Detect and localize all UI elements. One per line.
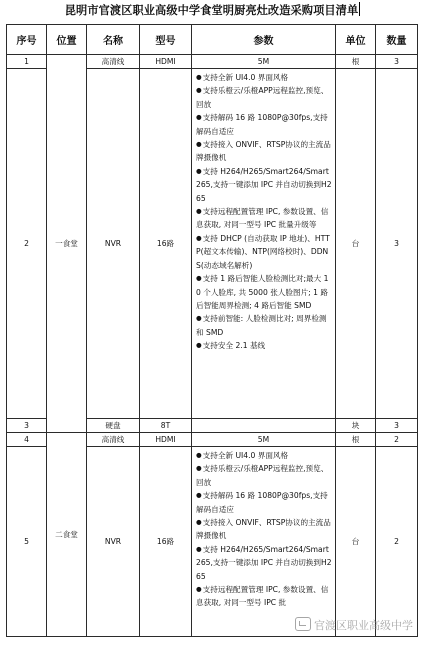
param-item: ● 支持远程配置管理 IPC, 参数设置、信息获取, 对同一型号 IPC 批 xyxy=(196,583,332,610)
cell-qty: 3 xyxy=(376,419,418,433)
watermark-text: 官渡区职业高级中学 xyxy=(314,619,413,632)
table-row xyxy=(7,55,418,69)
cell-param: 5M xyxy=(192,433,336,447)
header-model: 型号 xyxy=(140,25,192,55)
param-item: ● 支持接入 ONVIF、RTSP协议的主流品牌摄像机 xyxy=(196,138,332,165)
cell-unit: 块 xyxy=(336,419,376,433)
param-item: ● 支持远程配置管理 IPC, 参数设置、信息获取, 对同一型号 IPC 批量升级等 xyxy=(196,205,332,232)
header-location: 位置 xyxy=(47,25,87,55)
title-text: 昆明市官渡区职业高级中学食堂明厨亮灶改造采购项目清单 xyxy=(64,4,359,17)
param-item: ● 支持全新 UI4.0 界面风格 xyxy=(196,71,332,84)
param-item: ● 支持 H264/H265/Smart264/Smart265,支持一键添加 IPC 并自动切换到H265 xyxy=(196,543,332,583)
param-item: ● 支持解码 16 路 1080P@30fps,支持解码自适应 xyxy=(196,489,332,516)
cell-unit: 根 xyxy=(336,55,376,69)
text-cursor xyxy=(359,2,360,16)
header-params: 参数 xyxy=(192,25,336,55)
cell-seq: 4 xyxy=(7,433,47,447)
header-seq: 序号 xyxy=(7,25,47,55)
cell-seq: 5 xyxy=(7,447,47,637)
cell-seq: 1 xyxy=(7,55,47,69)
cell-model: 16路 xyxy=(140,447,192,637)
page-title xyxy=(0,1,425,21)
cell-name: 高清线 xyxy=(87,55,140,69)
cell-qty: 3 xyxy=(376,55,418,69)
cell-qty: 2 xyxy=(376,447,418,637)
cell-params xyxy=(192,447,336,637)
table-header-row xyxy=(7,25,418,55)
table-row xyxy=(7,433,418,447)
param-item: ● 支持前智能: 人脸检测比对; 周界检测和 SMD xyxy=(196,312,332,339)
cell-param xyxy=(192,419,336,433)
cell-name: 硬盘 xyxy=(87,419,140,433)
cell-name: 高清线 xyxy=(87,433,140,447)
param-item: ● 支持全新 UI4.0 界面风格 xyxy=(196,449,332,462)
watermark xyxy=(295,617,413,633)
param-item: ● 支持 H264/H265/Smart264/Smart265,支持一键添加 IPC 并自动切换到H265 xyxy=(196,165,332,205)
cell-param: 5M xyxy=(192,55,336,69)
cell-unit: 根 xyxy=(336,433,376,447)
param-item: ● 支持乐橙云/乐橙APP远程监控,预览、回放 xyxy=(196,462,332,489)
cell-model: 16路 xyxy=(140,69,192,419)
header-unit: 单位 xyxy=(336,25,376,55)
cell-seq: 3 xyxy=(7,419,47,433)
cell-model: 8T xyxy=(140,419,192,433)
param-item: ● 支持接入 ONVIF、RTSP协议的主流品牌摄像机 xyxy=(196,516,332,543)
cell-name: NVR xyxy=(87,447,140,637)
param-item: ● 支持安全 2.1 基线 xyxy=(196,339,332,352)
wechat-official-account-icon xyxy=(295,617,311,631)
cell-qty: 3 xyxy=(376,69,418,419)
cell-unit: 台 xyxy=(336,69,376,419)
header-qty: 数量 xyxy=(376,25,418,55)
param-item: ● 支持解码 16 路 1080P@30fps,支持解码自适应 xyxy=(196,111,332,138)
cell-location: 二食堂 xyxy=(47,433,87,637)
cell-unit: 台 xyxy=(336,447,376,637)
header-name: 名称 xyxy=(87,25,140,55)
cell-qty: 2 xyxy=(376,433,418,447)
cell-model: HDMI xyxy=(140,55,192,69)
param-item: ● 支持 1 路后智能人脸检测比对;最大 10 个人脸库, 共 5000 张人脸图片; 1 路后智能周界检测; 4 路后智能 SMD xyxy=(196,272,332,312)
cell-location: 一食堂 xyxy=(47,55,87,433)
cell-model: HDMI xyxy=(140,433,192,447)
cell-params xyxy=(192,69,336,419)
cell-name: NVR xyxy=(87,69,140,419)
cell-seq: 2 xyxy=(7,69,47,419)
param-item: ● 支持乐橙云/乐橙APP远程监控,预览、回放 xyxy=(196,84,332,111)
procurement-table xyxy=(6,24,418,637)
param-item: ● 支持 DHCP (自动获取 IP 地址)、HTTP(超文本传输)、NTP(网络校时)、DDNS(动态域名解析) xyxy=(196,232,332,272)
